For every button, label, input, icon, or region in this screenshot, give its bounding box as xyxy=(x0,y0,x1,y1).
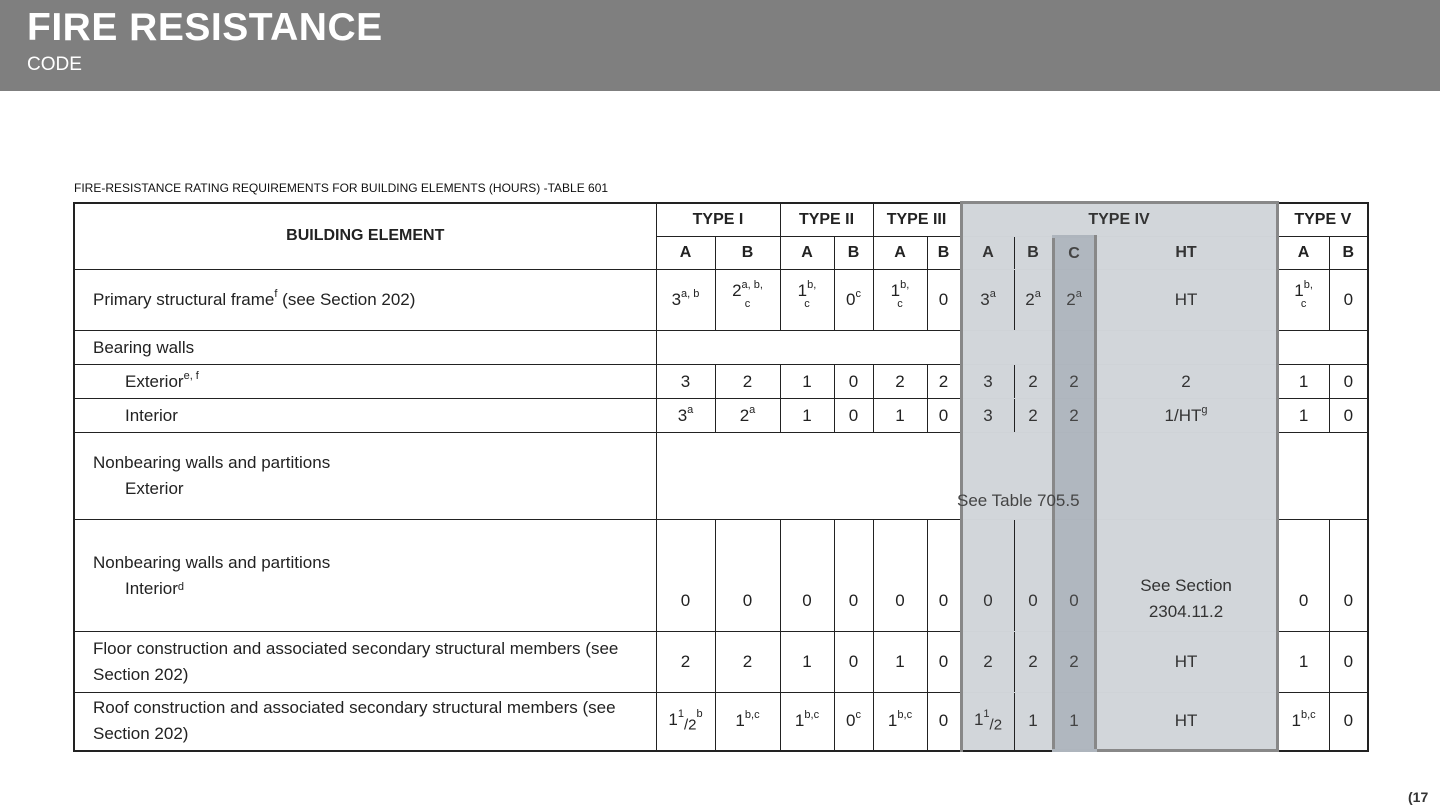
row-label-primary: Primary structural frame$^f$ (see Section 202) xyxy=(74,270,656,331)
table-cell: 1$^{b,c}$ xyxy=(715,693,780,751)
table-cell: 0$^c$ xyxy=(834,270,873,331)
table-cell: 0 xyxy=(927,270,961,331)
table-cell: 2 xyxy=(715,632,780,693)
table-cell: 3$^{a, b}$ xyxy=(656,270,715,331)
table-cell: 0 xyxy=(1329,399,1368,433)
table-cell: 0 xyxy=(1329,693,1368,751)
table-row xyxy=(74,270,1368,331)
table-cell: 1$^{b,c}$ xyxy=(1277,693,1329,751)
table-cell: 2 xyxy=(1014,365,1053,399)
table-cell: 0 xyxy=(927,693,961,751)
table-cell: 0 xyxy=(1277,520,1329,632)
table-cell: 0 xyxy=(715,520,780,632)
table-row xyxy=(74,365,1368,399)
subtype-header: B xyxy=(1014,237,1053,270)
table-cell: 1 xyxy=(1014,693,1053,751)
table-row xyxy=(74,433,1368,520)
subtype-header: A xyxy=(873,237,927,270)
table-row xyxy=(74,632,1368,693)
table-cell: 3 xyxy=(961,399,1014,433)
table-cell: 2 xyxy=(1053,365,1095,399)
subtype-header: HT xyxy=(1095,237,1277,270)
table-cell: 0 xyxy=(834,365,873,399)
table-cell: 0 xyxy=(780,520,834,632)
subtype-header: B xyxy=(834,237,873,270)
table-cell: 0 xyxy=(834,520,873,632)
table-cell: 0 xyxy=(1329,520,1368,632)
page-subtitle: CODE xyxy=(27,54,82,75)
empty-cell xyxy=(1095,331,1277,365)
empty-cell xyxy=(1277,331,1368,365)
table-cell: 0 xyxy=(1329,632,1368,693)
row-label-roof: Roof construction and associated secondary structural members (see Section 202) xyxy=(74,693,656,751)
table-row xyxy=(74,520,1368,632)
table-cell: 2 xyxy=(1095,365,1277,399)
table-cell: 2 xyxy=(715,365,780,399)
row-label-nonbearing-exterior: Nonbearing walls and partitions Exterior xyxy=(74,433,656,520)
table-cell: 1 xyxy=(873,399,927,433)
row-label-bearing-walls: Bearing walls xyxy=(74,331,656,365)
table-cell: 0 xyxy=(834,632,873,693)
subtype-header: B xyxy=(1329,237,1368,270)
type-iv-header: TYPE IV xyxy=(961,203,1277,237)
empty-cell xyxy=(961,331,1053,365)
type-header-row xyxy=(74,203,1368,237)
empty-cell xyxy=(1277,433,1368,520)
table-cell: 0 xyxy=(1053,520,1095,632)
table-cell: 1 xyxy=(780,365,834,399)
table-cell: 3$^a$ xyxy=(656,399,715,433)
table-cell: 2$^a$ xyxy=(715,399,780,433)
table-cell: 2 xyxy=(1053,399,1095,433)
table-row xyxy=(74,399,1368,433)
table-cell: 1 xyxy=(780,399,834,433)
see-table-note: See Table 705.5 xyxy=(957,491,1080,510)
row-label-nonbearing-interior: Nonbearing walls and partitions Interior$^d$ xyxy=(74,520,656,632)
table-cell: 2 xyxy=(873,365,927,399)
table-cell: $2^{a, b,}$ $^c$ xyxy=(715,270,780,331)
table-cell: 0 xyxy=(927,632,961,693)
table-cell: 0$^c$ xyxy=(834,693,873,751)
subtype-header: B xyxy=(715,237,780,270)
table-cell: HT xyxy=(1095,693,1277,751)
subtype-header: C xyxy=(1053,237,1095,270)
table-cell: 2 xyxy=(927,365,961,399)
table-cell: 1 xyxy=(1277,365,1329,399)
subtype-header: A xyxy=(1277,237,1329,270)
empty-cell xyxy=(1053,331,1095,365)
table-cell: 3 xyxy=(656,365,715,399)
building-element-header: BUILDING ELEMENT xyxy=(74,203,656,270)
table-row xyxy=(74,693,1368,751)
subtype-header: A xyxy=(961,237,1014,270)
table-cell: 0 xyxy=(873,520,927,632)
title-banner xyxy=(0,0,1440,91)
subtype-header: B xyxy=(927,237,961,270)
row-label-interior: Interior xyxy=(74,399,656,433)
empty-cell xyxy=(1095,433,1277,520)
page-number: (17 xyxy=(1408,789,1429,805)
table-cell: See Section 2304.11.2 xyxy=(1095,520,1277,632)
table-cell: 0 xyxy=(1014,520,1053,632)
table-caption: FIRE-RESISTANCE RATING REQUIREMENTS FOR BUILDING ELEMENTS (HOURS) -TABLE 601 xyxy=(74,181,609,195)
table-cell: $1^1_{/2}$ xyxy=(961,693,1014,751)
empty-cell xyxy=(656,433,961,520)
table-cell: 2 xyxy=(1014,632,1053,693)
table-cell: 1 xyxy=(873,632,927,693)
table-cell: 0 xyxy=(927,399,961,433)
table-cell: 2$^a$ xyxy=(1014,270,1053,331)
table-cell: 3$^a$ xyxy=(961,270,1014,331)
table-cell: HT xyxy=(1095,632,1277,693)
table-cell: 2 xyxy=(1014,399,1053,433)
table-cell: $1^1_{/2}^b$ xyxy=(656,693,715,751)
table-cell: 1$^{b,c}$ xyxy=(873,693,927,751)
page-title: FIRE RESISTANCE xyxy=(27,6,383,49)
table-row xyxy=(74,331,1368,365)
table-cell: $1^{b,}$ $^c$ xyxy=(1277,270,1329,331)
table-cell: 1 xyxy=(1053,693,1095,751)
table-cell: $1^{b,}$ $^c$ xyxy=(873,270,927,331)
type-ii-header: TYPE II xyxy=(780,203,873,237)
table-cell: 0 xyxy=(1329,365,1368,399)
table-cell: 0 xyxy=(927,520,961,632)
table-cell: 0 xyxy=(961,520,1014,632)
type-v-header: TYPE V xyxy=(1277,203,1368,237)
table-cell: 1$^{b,c}$ xyxy=(780,693,834,751)
table-cell: 0 xyxy=(1329,270,1368,331)
table-cell: $1/HT^g$ xyxy=(1095,399,1277,433)
subtype-header: A xyxy=(780,237,834,270)
table-cell: $1^{b,}$ $^c$ xyxy=(780,270,834,331)
type-i-header: TYPE I xyxy=(656,203,780,237)
table-cell: 3 xyxy=(961,365,1014,399)
table-cell: 1 xyxy=(1277,632,1329,693)
table-cell: 0 xyxy=(834,399,873,433)
table-cell: 2 xyxy=(961,632,1014,693)
table-cell: 0 xyxy=(656,520,715,632)
table-cell: HT xyxy=(1095,270,1277,331)
table-cell: 2 xyxy=(1053,632,1095,693)
row-label-exterior: Exterior$^{e, f}$ xyxy=(74,365,656,399)
row-label-floor: Floor construction and associated secondary structural members (see Section 202) xyxy=(74,632,656,693)
table-cell: 1 xyxy=(1277,399,1329,433)
fire-resistance-table xyxy=(73,201,1369,752)
type-iii-header: TYPE III xyxy=(873,203,961,237)
subtype-header: A xyxy=(656,237,715,270)
table-cell: 2$^a$ xyxy=(1053,270,1095,331)
empty-cell xyxy=(656,331,961,365)
table-cell: 1 xyxy=(780,632,834,693)
table-cell: 2 xyxy=(656,632,715,693)
